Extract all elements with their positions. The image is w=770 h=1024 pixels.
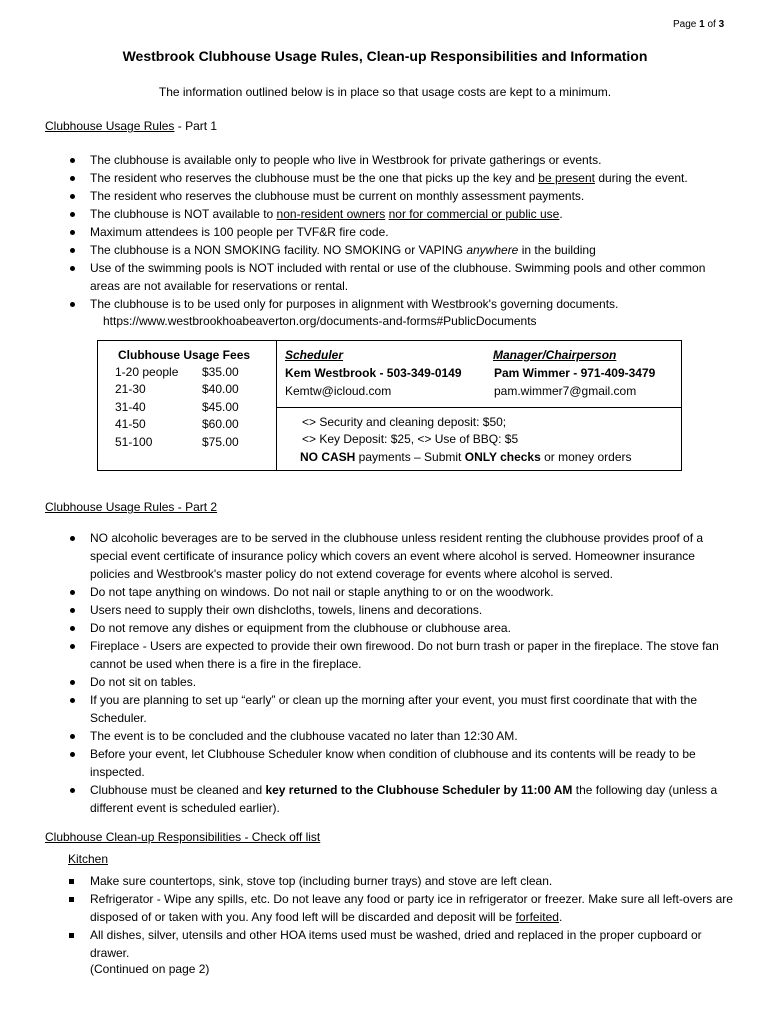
bullet-icon [70,302,75,307]
bullet-icon [70,788,75,793]
list-item: Maximum attendees is 100 people per TVF&R fire code. [64,223,734,241]
kitchen-subheading: Kitchen [68,852,109,866]
list-item: The clubhouse is available only to people who live in Westbrook for private gatherings or events. [64,151,734,169]
list-item: NO alcoholic beverages are to be served in the clubhouse unless resident renting the clubhouse provides proof of a special event certificate of insurance policy which covers an event where alcohol is served. Homeowner insurance policies and Westbrook's master policy do not extend coverage for events where alcohol is served. [64,529,734,583]
list-item: All dishes, silver, utensils and other HOA items used must be washed, dried and replaced in the proper cupboard or drawer. [64,926,734,962]
list-item: The resident who reserves the clubhouse must be current on monthly assessment payments. [64,187,734,205]
kitchen-checklist [64,872,734,962]
part1-rules-list [64,151,734,313]
fees-contacts-box [97,340,682,471]
list-item: Before your event, let Clubhouse Scheduler know when condition of clubhouse and its contents will be ready to be inspected. [64,745,734,781]
manager-name: Pam Wimmer - 971-409-3479 [494,366,656,380]
part2-heading: Clubhouse Usage Rules - Part 2 [45,500,218,514]
list-item: The clubhouse is to be used only for purposes in alignment with Westbrook's governing documents. [64,295,734,313]
manager-heading: Manager/Chairperson [493,348,617,362]
list-item: Do not remove any dishes or equipment from the clubhouse or clubhouse area. [64,619,734,637]
list-item: If you are planning to set up “early” or clean up the morning after your event, you must first coordinate that with the Scheduler. [64,691,734,727]
list-item: Do not tape anything on windows. Do not nail or staple anything to or on the woodwork. [64,583,734,601]
fee-row: 31-40 $45.00 [115,400,239,414]
document-title: Westbrook Clubhouse Usage Rules, Clean-up Responsibilities and Information [122,48,648,64]
intro-text: The information outlined below is in place so that usage costs are kept to a minimum. [158,85,612,99]
list-item: The clubhouse is a NON SMOKING facility. NO SMOKING or VAPING anywhere in the building [64,241,734,259]
page-number: Page 1 of 3 [673,19,725,30]
list-item: Do not sit on tables. [64,673,734,691]
scheduler-email[interactable]: Kemtw@icloud.com [285,384,392,398]
bullet-icon [70,230,75,235]
payment-method-text: NO CASH payments – Submit ONLY checks or money orders [300,450,632,464]
security-deposit-text: <> Security and cleaning deposit: $50; [302,415,507,429]
scheduler-heading: Scheduler [285,348,344,362]
list-item: The clubhouse is NOT available to non-resident owners nor for commercial or public use. [64,205,734,223]
bullet-icon [70,266,75,271]
bullet-icon [70,626,75,631]
bullet-icon [70,212,75,217]
bullet-icon [70,158,75,163]
part2-rules-list [64,529,734,817]
bullet-icon [70,644,75,649]
part1-heading: Clubhouse Usage Rules - Part 1 [45,119,218,133]
list-item: Fireplace - Users are expected to provide their own firewood. Do not burn trash or paper in the fireplace. The stove fan cannot be used when there is a fire in the fireplace. [64,637,734,673]
governing-documents-link[interactable]: https://www.westbrookhoabeaverton.org/documents-and-forms#PublicDocuments [103,314,537,328]
list-item: Clubhouse must be cleaned and key returned to the Clubhouse Scheduler by 11:00 AM the following day (unless a different event is scheduled earlier). [64,781,734,817]
bullet-icon [70,680,75,685]
list-item: Users need to supply their own dishcloths, towels, linens and decorations. [64,601,734,619]
fees-title: Clubhouse Usage Fees [118,348,251,362]
square-bullet-icon [69,879,74,884]
key-deposit-text: <> Key Deposit: $25, <> Use of BBQ: $5 [302,432,519,446]
list-item: The resident who reserves the clubhouse must be the one that picks up the key and be present during the event. [64,169,734,187]
divider [276,341,277,471]
bullet-icon [70,536,75,541]
bullet-icon [70,698,75,703]
current-page: 1 [699,19,705,30]
square-bullet-icon [69,897,74,902]
bullet-icon [70,194,75,199]
fee-row: 51-100 $75.00 [115,435,239,449]
list-item: The event is to be concluded and the clubhouse vacated no later than 12:30 AM. [64,727,734,745]
continued-note: (Continued on page 2) [90,962,210,976]
list-item: Refrigerator - Wipe any spills, etc. Do not leave any food or party ice in refrigerator or freezer. Make sure all left-overs are disposed of or taken with you. Any food left will be discarded and deposit will be forfeited. [64,890,734,926]
fee-row: 21-30 $40.00 [115,382,239,396]
cleanup-heading: Clubhouse Clean-up Responsibilities - Check off list [45,830,321,844]
fee-row: 1-20 people $35.00 [115,365,239,379]
manager-email[interactable]: pam.wimmer7@gmail.com [494,384,637,398]
bullet-icon [70,248,75,253]
bullet-icon [70,734,75,739]
bullet-icon [70,752,75,757]
list-item: Make sure countertops, sink, stove top (including burner trays) and stove are left clean. [64,872,734,890]
bullet-icon [70,590,75,595]
square-bullet-icon [69,933,74,938]
scheduler-name: Kem Westbrook - 503-349-0149 [285,366,462,380]
list-item: Use of the swimming pools is NOT included with rental or use of the clubhouse. Swimming pools and other common areas are not available for reservations or rental. [64,259,734,295]
divider [276,407,682,408]
fee-row: 41-50 $60.00 [115,417,239,431]
bullet-icon [70,608,75,613]
bullet-icon [70,176,75,181]
total-pages: 3 [718,19,725,30]
